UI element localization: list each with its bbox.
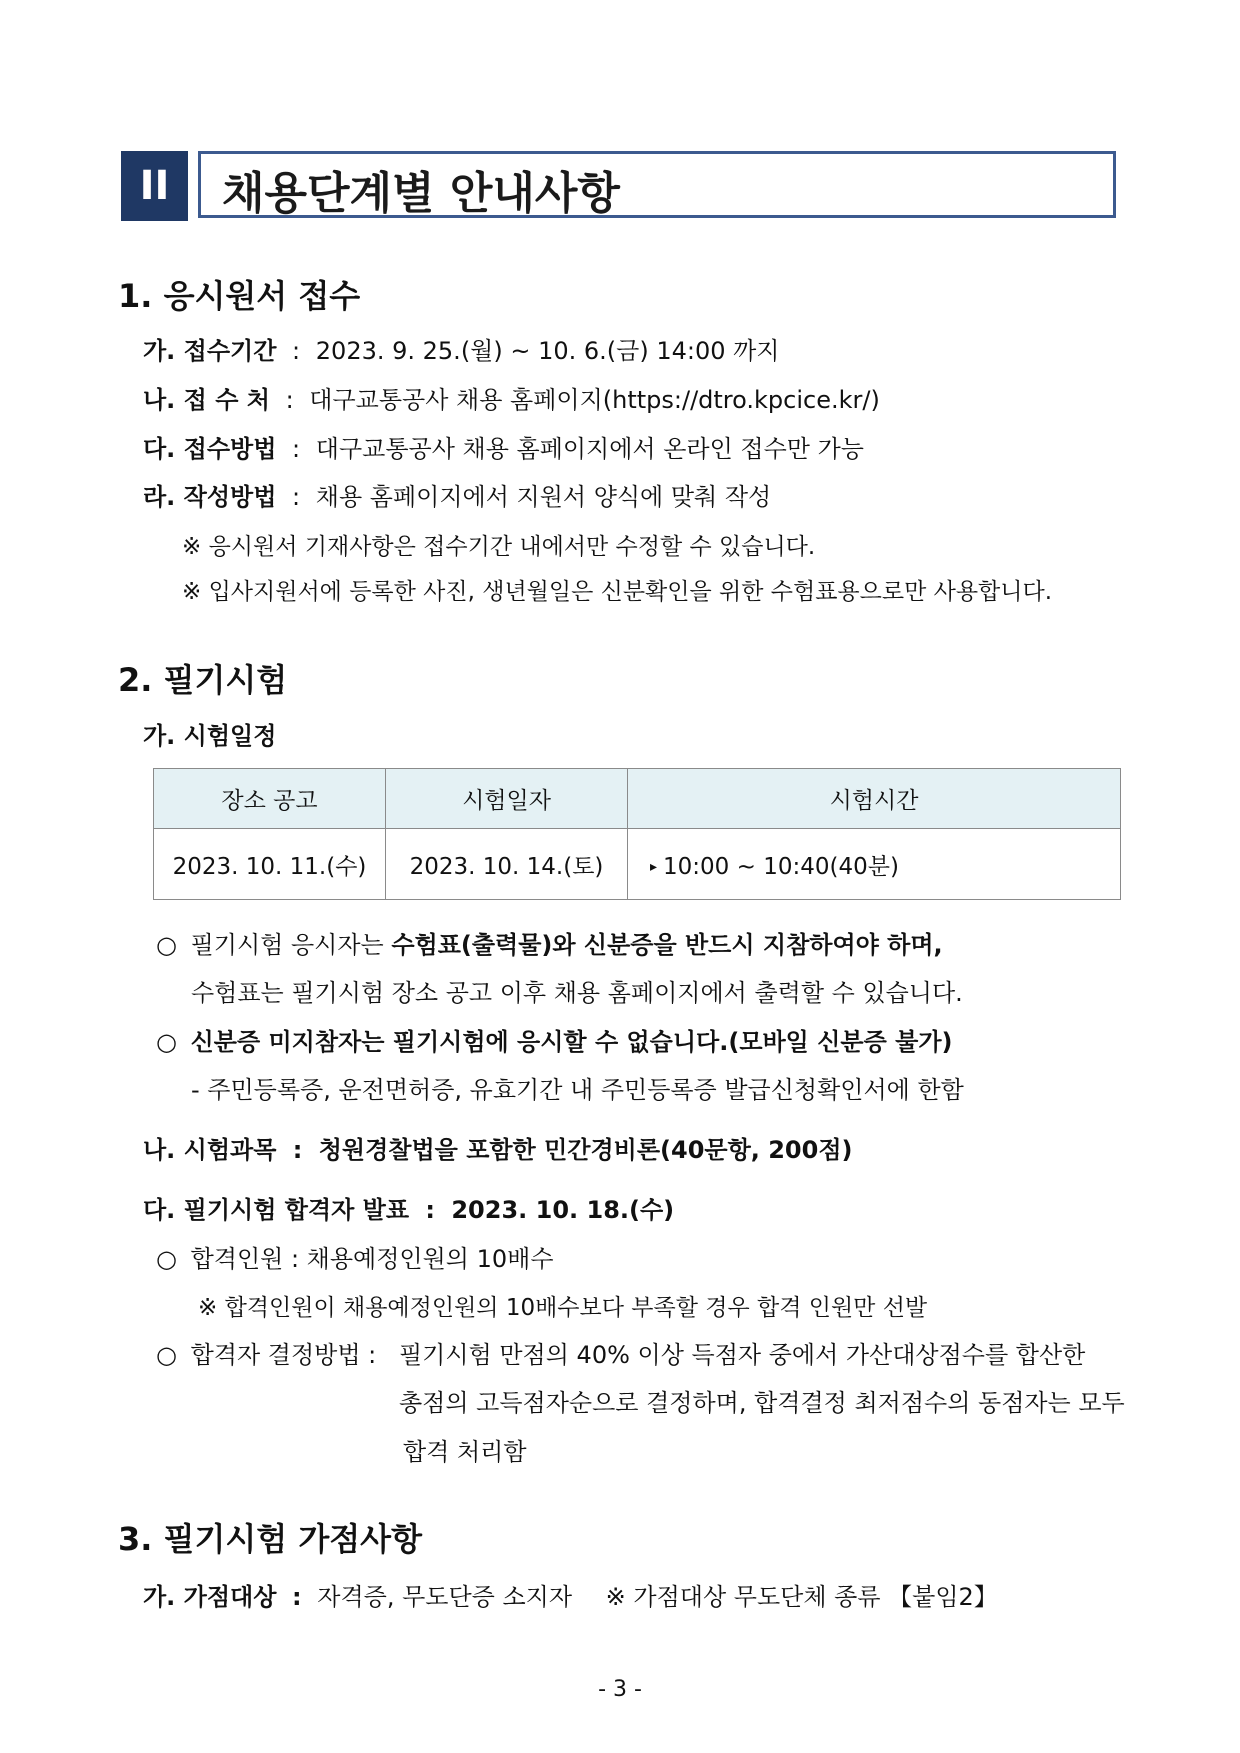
s1-item-a [143, 331, 780, 366]
triangle-bullet-icon: ▸ [650, 858, 658, 875]
circle-bullet-icon: ○ [156, 1341, 177, 1369]
s1-item-d [143, 477, 771, 512]
s2-item-b-value: 청원경찰법을 포함한 민간경비론(40문항, 200점) [318, 1136, 853, 1164]
s3-item-a-value: 자격증, 무도단증 소지자 [317, 1583, 573, 1611]
s2-item-b-label: 나. 시험과목 [143, 1136, 277, 1164]
s2-bullet-1-pre: 필기시험 응시자는 [190, 931, 392, 959]
circle-bullet-icon: ○ [156, 1028, 177, 1056]
table-header-row [154, 769, 1121, 829]
s1-item-b-sep: : [285, 386, 294, 414]
section-2-title: 2. 필기시험 [118, 661, 288, 699]
s1-item-b-label: 나. 접 수 처 [143, 386, 270, 414]
table-cell: 2023. 10. 11.(수) [154, 829, 386, 900]
s2-pass-count [156, 1239, 554, 1274]
circle-bullet-icon: ○ [156, 931, 177, 959]
s2-bullet-2-text: 신분증 미지참자는 필기시험에 응시할 수 없습니다.(모바일 신분증 불가) [190, 1028, 953, 1056]
exam-time: 10:00 ~ 10:40(40분) [663, 853, 899, 880]
s1-item-c-label: 다. 접수방법 [143, 435, 277, 463]
s2-bullet-1-bold: 수험표(출력물)와 신분증을 반드시 지참하여야 하며, [391, 931, 943, 959]
s2-item-c-sep: : [425, 1196, 435, 1224]
s2-item-c-label: 다. 필기시험 합격자 발표 [143, 1196, 410, 1224]
s1-item-a-label: 가. 접수기간 [143, 337, 277, 365]
s1-item-d-label: 라. 작성방법 [143, 483, 277, 511]
table-header-cell: 시험시간 [628, 769, 1121, 829]
section-3-title: 3. 필기시험 가점사항 [118, 1520, 422, 1558]
s1-item-a-value: 2023. 9. 25.(월) ~ 10. 6.(금) 14:00 까지 [315, 337, 780, 365]
s2-bullet-2-sub: - 주민등록증, 운전면허증, 유효기간 내 주민등록증 발급신청확인서에 한함 [191, 1076, 964, 1104]
s3-item-a-note: ※ 가점대상 무도단체 종류 【붙임2】 [605, 1583, 998, 1611]
chapter-title: 채용단계별 안내사항 [222, 168, 620, 219]
s2-item-b [143, 1130, 852, 1165]
table-cell-time [628, 829, 1121, 900]
s2-decide-label: 합격자 결정방법 : [190, 1341, 377, 1369]
s3-item-a-label: 가. 가점대상 [143, 1583, 277, 1611]
chapter-number: II [121, 151, 188, 221]
s2-bullet-1 [156, 925, 943, 960]
s2-pass-note: ※ 합격인원이 채용예정인원의 10배수보다 부족할 경우 합격 인원만 선발 [198, 1295, 928, 1321]
s2-bullet-1-line2: 수험표는 필기시험 장소 공고 이후 채용 홈페이지에서 출력할 수 있습니다. [191, 979, 963, 1007]
s1-item-d-sep: : [292, 483, 301, 511]
s1-item-c-sep: : [292, 435, 301, 463]
s1-item-c-value: 대구교통공사 채용 홈페이지에서 온라인 접수만 가능 [315, 435, 864, 463]
s2-decide-line-3: 합격 처리함 [403, 1438, 527, 1466]
s2-decide-line-2: 총점의 고득점자순으로 결정하며, 합격결정 최저점수의 동점자는 모두 [399, 1389, 1125, 1417]
s1-item-d-value: 채용 홈페이지에서 지원서 양식에 맞춰 작성 [315, 483, 772, 511]
s2-bullet-2 [156, 1022, 952, 1057]
table-header-cell: 시험일자 [386, 769, 628, 829]
s2-item-c [143, 1190, 674, 1225]
table-row [154, 829, 1121, 900]
s1-note-1: ※ 응시원서 기재사항은 접수기간 내에서만 수정할 수 있습니다. [182, 534, 816, 560]
section-1-title: 1. 응시원서 접수 [118, 277, 361, 315]
page-number: - 3 - [598, 1677, 642, 1702]
s2-item-b-sep: : [292, 1136, 303, 1164]
s3-item-a [143, 1577, 998, 1612]
s1-item-c [143, 429, 864, 464]
s2-a-title: 가. 시험일정 [143, 722, 277, 750]
s3-item-a-sep: : [292, 1583, 302, 1611]
s1-note-2: ※ 입사지원서에 등록한 사진, 생년월일은 신분확인을 위한 수험표용으로만 사용합니다. [182, 579, 1053, 605]
s2-decide [156, 1335, 376, 1370]
s1-item-b [143, 380, 880, 415]
circle-bullet-icon: ○ [156, 1245, 177, 1273]
exam-schedule-table [153, 768, 1121, 900]
table-cell: 2023. 10. 14.(토) [386, 829, 628, 900]
s2-item-c-value: 2023. 10. 18.(수) [451, 1196, 675, 1224]
s1-item-a-sep: : [292, 337, 301, 365]
table-header-cell: 장소 공고 [154, 769, 386, 829]
s2-pass-count-text: 합격인원 : 채용예정인원의 10배수 [190, 1245, 554, 1273]
s1-item-b-value: 대구교통공사 채용 홈페이지(https://dtro.kpcice.kr/) [309, 386, 880, 414]
s2-decide-line-1: 필기시험 만점의 40% 이상 득점자 중에서 가산대상점수를 합산한 [399, 1341, 1086, 1369]
